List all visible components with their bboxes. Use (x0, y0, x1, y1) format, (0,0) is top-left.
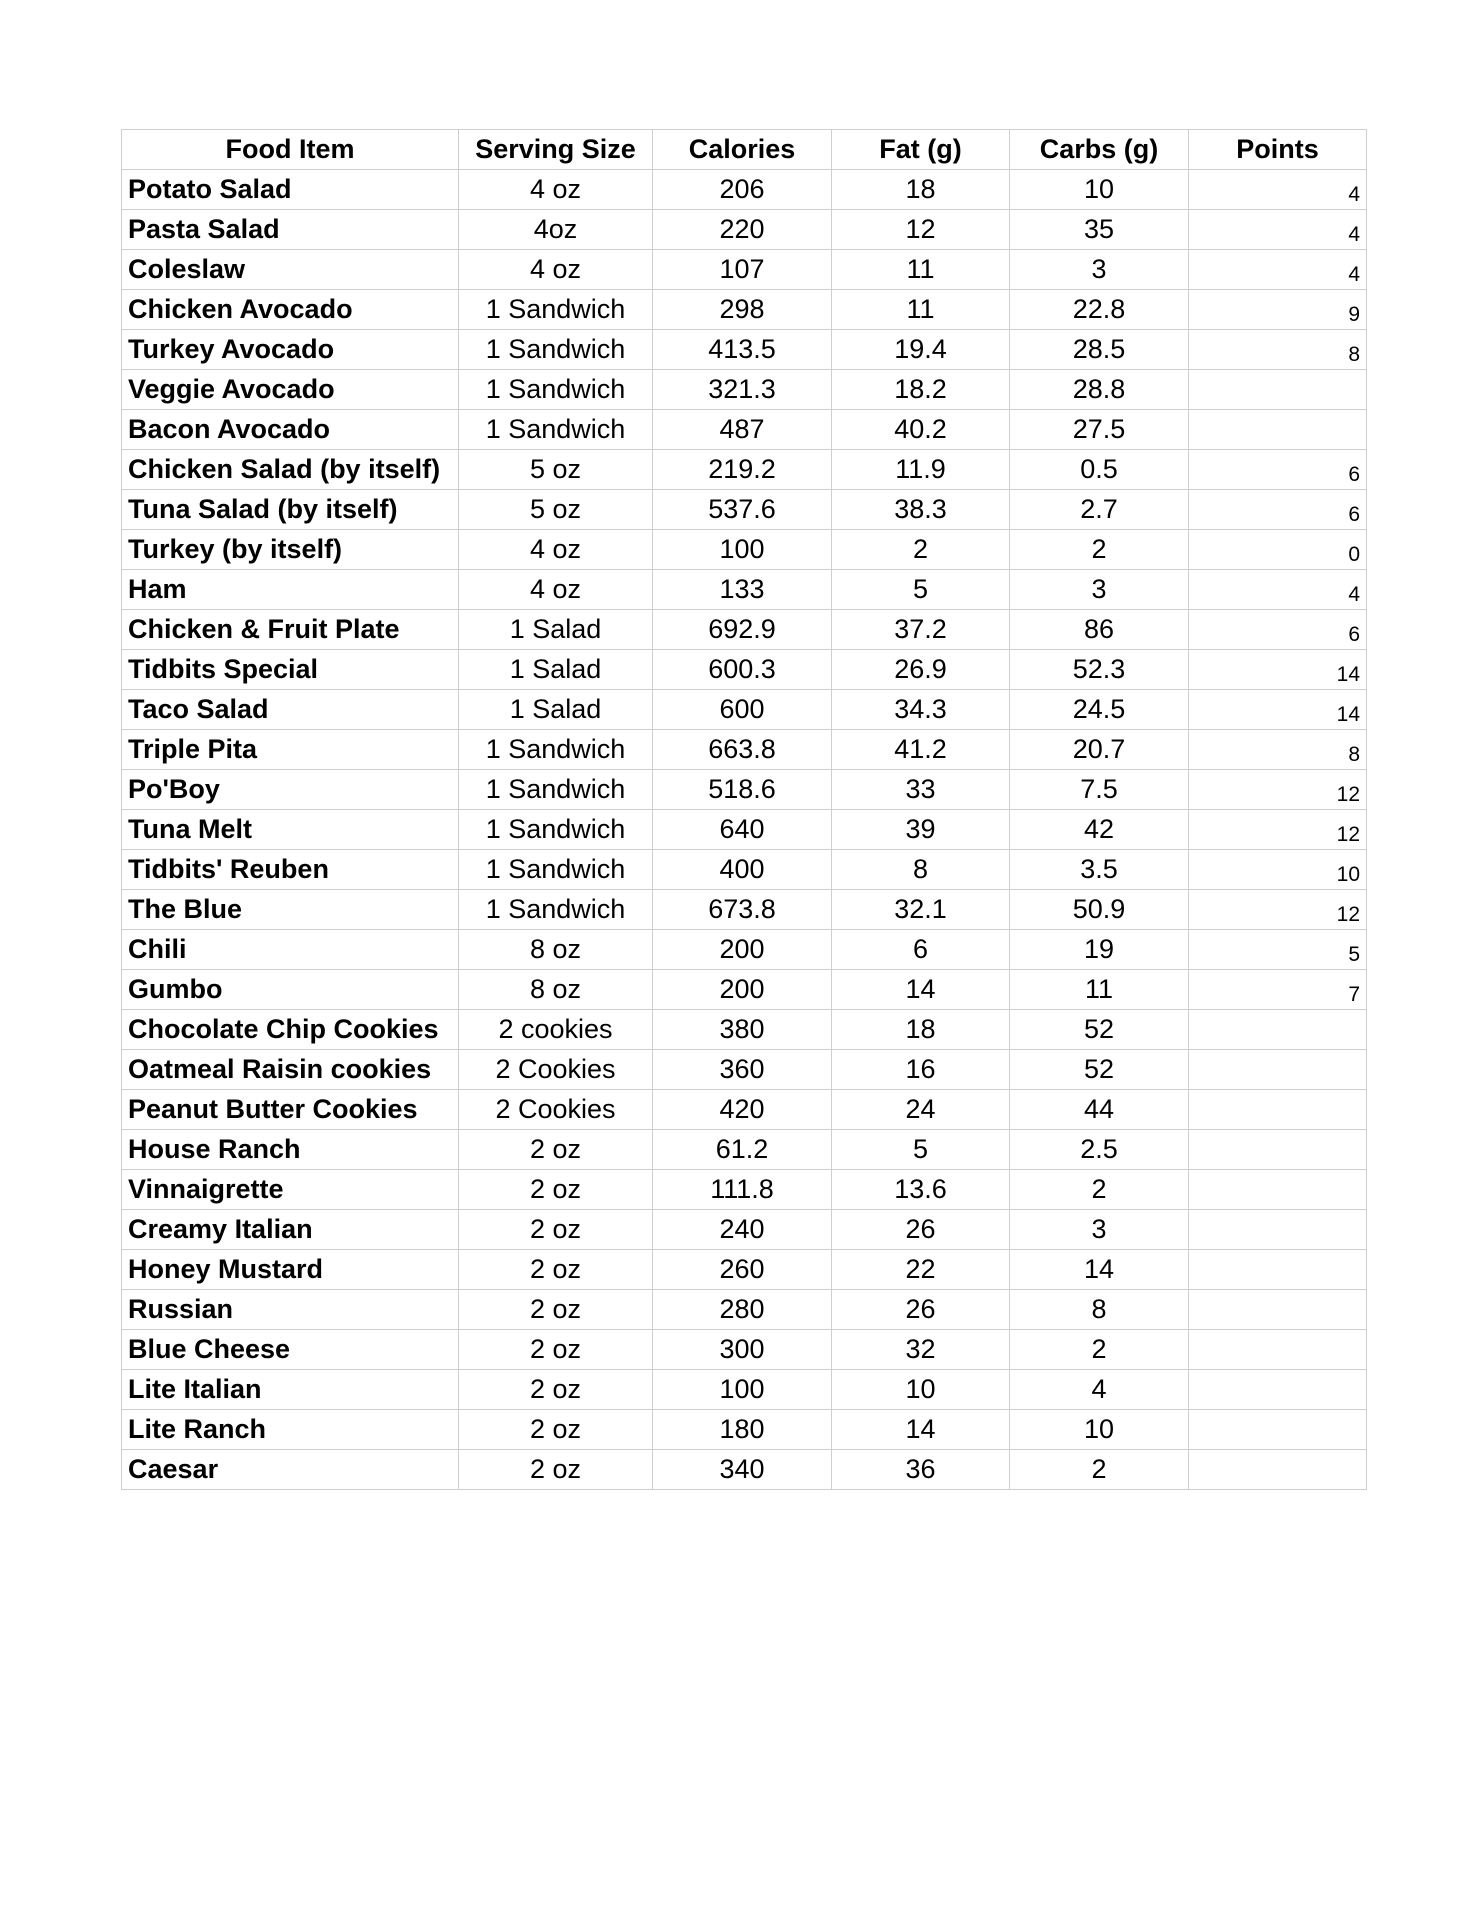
cell-serving-size: 1 Sandwich (459, 290, 653, 330)
table-row (122, 650, 1367, 690)
cell-food-item: Pasta Salad (122, 210, 459, 250)
cell-calories: 240 (653, 1210, 832, 1250)
header-fat: Fat (g) (832, 130, 1010, 170)
cell-food-item: Blue Cheese (122, 1330, 459, 1370)
cell-carbs: 2 (1010, 1330, 1189, 1370)
cell-fat: 26.9 (832, 650, 1010, 690)
cell-points (1189, 410, 1367, 450)
cell-fat: 10 (832, 1370, 1010, 1410)
table-row (122, 370, 1367, 410)
cell-food-item: Bacon Avocado (122, 410, 459, 450)
table-row (122, 770, 1367, 810)
cell-food-item: Turkey Avocado (122, 330, 459, 370)
cell-fat: 34.3 (832, 690, 1010, 730)
cell-calories: 321.3 (653, 370, 832, 410)
cell-food-item: Chili (122, 930, 459, 970)
cell-points: 0 (1189, 530, 1367, 570)
cell-fat: 32.1 (832, 890, 1010, 930)
header-serving-size: Serving Size (459, 130, 653, 170)
cell-carbs: 10 (1010, 170, 1189, 210)
cell-points: 14 (1189, 650, 1367, 690)
cell-food-item: Oatmeal Raisin cookies (122, 1050, 459, 1090)
cell-fat: 18.2 (832, 370, 1010, 410)
cell-fat: 13.6 (832, 1170, 1010, 1210)
cell-carbs: 50.9 (1010, 890, 1189, 930)
cell-calories: 420 (653, 1090, 832, 1130)
cell-serving-size: 2 cookies (459, 1010, 653, 1050)
cell-calories: 100 (653, 1370, 832, 1410)
cell-food-item: House Ranch (122, 1130, 459, 1170)
table-row (122, 1290, 1367, 1330)
cell-points (1189, 1290, 1367, 1330)
cell-fat: 24 (832, 1090, 1010, 1130)
cell-calories: 180 (653, 1410, 832, 1450)
cell-fat: 11.9 (832, 450, 1010, 490)
cell-serving-size: 2 oz (459, 1130, 653, 1170)
cell-serving-size: 4oz (459, 210, 653, 250)
cell-fat: 37.2 (832, 610, 1010, 650)
cell-serving-size: 8 oz (459, 970, 653, 1010)
header-carbs: Carbs (g) (1010, 130, 1189, 170)
cell-points: 8 (1189, 730, 1367, 770)
cell-fat: 11 (832, 290, 1010, 330)
cell-food-item: Peanut Butter Cookies (122, 1090, 459, 1130)
cell-calories: 300 (653, 1330, 832, 1370)
cell-carbs: 2 (1010, 530, 1189, 570)
cell-points: 10 (1189, 850, 1367, 890)
cell-food-item: The Blue (122, 890, 459, 930)
cell-calories: 298 (653, 290, 832, 330)
cell-points: 6 (1189, 610, 1367, 650)
cell-food-item: Coleslaw (122, 250, 459, 290)
cell-calories: 340 (653, 1450, 832, 1490)
cell-fat: 12 (832, 210, 1010, 250)
cell-food-item: Russian (122, 1290, 459, 1330)
cell-serving-size: 2 oz (459, 1370, 653, 1410)
cell-serving-size: 4 oz (459, 170, 653, 210)
cell-calories: 107 (653, 250, 832, 290)
cell-serving-size: 1 Sandwich (459, 330, 653, 370)
cell-serving-size: 1 Sandwich (459, 810, 653, 850)
cell-points (1189, 1130, 1367, 1170)
cell-calories: 100 (653, 530, 832, 570)
cell-serving-size: 1 Sandwich (459, 770, 653, 810)
table-row (122, 1370, 1367, 1410)
cell-serving-size: 1 Sandwich (459, 370, 653, 410)
cell-food-item: Turkey (by itself) (122, 530, 459, 570)
cell-calories: 206 (653, 170, 832, 210)
cell-fat: 16 (832, 1050, 1010, 1090)
cell-food-item: Tuna Melt (122, 810, 459, 850)
cell-serving-size: 2 oz (459, 1170, 653, 1210)
cell-calories: 133 (653, 570, 832, 610)
cell-food-item: Po'Boy (122, 770, 459, 810)
cell-calories: 537.6 (653, 490, 832, 530)
cell-points: 5 (1189, 930, 1367, 970)
cell-points: 12 (1189, 890, 1367, 930)
cell-points (1189, 1410, 1367, 1450)
cell-fat: 41.2 (832, 730, 1010, 770)
cell-points: 6 (1189, 450, 1367, 490)
cell-food-item: Lite Italian (122, 1370, 459, 1410)
cell-calories: 640 (653, 810, 832, 850)
cell-calories: 200 (653, 970, 832, 1010)
cell-fat: 14 (832, 970, 1010, 1010)
table-row (122, 1410, 1367, 1450)
cell-serving-size: 1 Sandwich (459, 410, 653, 450)
table-row (122, 170, 1367, 210)
cell-fat: 14 (832, 1410, 1010, 1450)
cell-carbs: 28.5 (1010, 330, 1189, 370)
cell-carbs: 20.7 (1010, 730, 1189, 770)
cell-calories: 663.8 (653, 730, 832, 770)
table-row (122, 1330, 1367, 1370)
cell-food-item: Chicken Avocado (122, 290, 459, 330)
cell-food-item: Gumbo (122, 970, 459, 1010)
cell-points: 4 (1189, 170, 1367, 210)
cell-fat: 22 (832, 1250, 1010, 1290)
cell-calories: 487 (653, 410, 832, 450)
cell-carbs: 3.5 (1010, 850, 1189, 890)
cell-serving-size: 2 oz (459, 1210, 653, 1250)
cell-carbs: 28.8 (1010, 370, 1189, 410)
cell-food-item: Tidbits' Reuben (122, 850, 459, 890)
cell-points: 8 (1189, 330, 1367, 370)
cell-food-item: Chocolate Chip Cookies (122, 1010, 459, 1050)
cell-food-item: Creamy Italian (122, 1210, 459, 1250)
table-row (122, 730, 1367, 770)
cell-food-item: Tidbits Special (122, 650, 459, 690)
cell-points (1189, 1010, 1367, 1050)
cell-fat: 26 (832, 1210, 1010, 1250)
cell-points (1189, 1330, 1367, 1370)
cell-calories: 673.8 (653, 890, 832, 930)
cell-fat: 8 (832, 850, 1010, 890)
cell-calories: 219.2 (653, 450, 832, 490)
cell-serving-size: 2 oz (459, 1290, 653, 1330)
table-row (122, 1250, 1367, 1290)
table-row (122, 330, 1367, 370)
nutrition-table (121, 129, 1367, 1490)
cell-serving-size: 2 oz (459, 1450, 653, 1490)
table-row (122, 930, 1367, 970)
table-row (122, 290, 1367, 330)
cell-serving-size: 8 oz (459, 930, 653, 970)
cell-points: 7 (1189, 970, 1367, 1010)
cell-calories: 111.8 (653, 1170, 832, 1210)
cell-carbs: 2.5 (1010, 1130, 1189, 1170)
cell-calories: 400 (653, 850, 832, 890)
cell-carbs: 14 (1010, 1250, 1189, 1290)
cell-carbs: 44 (1010, 1090, 1189, 1130)
cell-serving-size: 1 Sandwich (459, 730, 653, 770)
cell-serving-size: 2 Cookies (459, 1090, 653, 1130)
cell-serving-size: 2 oz (459, 1250, 653, 1290)
cell-fat: 40.2 (832, 410, 1010, 450)
cell-fat: 26 (832, 1290, 1010, 1330)
cell-carbs: 4 (1010, 1370, 1189, 1410)
cell-serving-size: 1 Sandwich (459, 850, 653, 890)
cell-fat: 2 (832, 530, 1010, 570)
cell-carbs: 22.8 (1010, 290, 1189, 330)
cell-food-item: Chicken Salad (by itself) (122, 450, 459, 490)
cell-carbs: 19 (1010, 930, 1189, 970)
cell-fat: 5 (832, 570, 1010, 610)
cell-carbs: 3 (1010, 570, 1189, 610)
table-header (122, 130, 1367, 170)
cell-fat: 5 (832, 1130, 1010, 1170)
cell-calories: 200 (653, 930, 832, 970)
cell-points: 14 (1189, 690, 1367, 730)
cell-food-item: Lite Ranch (122, 1410, 459, 1450)
table-row (122, 570, 1367, 610)
cell-fat: 38.3 (832, 490, 1010, 530)
cell-food-item: Honey Mustard (122, 1250, 459, 1290)
cell-serving-size: 1 Salad (459, 610, 653, 650)
cell-points: 4 (1189, 250, 1367, 290)
cell-carbs: 2 (1010, 1170, 1189, 1210)
cell-fat: 39 (832, 810, 1010, 850)
cell-points: 9 (1189, 290, 1367, 330)
cell-serving-size: 5 oz (459, 450, 653, 490)
header-row (122, 130, 1367, 170)
table-row (122, 810, 1367, 850)
table-row (122, 690, 1367, 730)
table-row (122, 1210, 1367, 1250)
cell-calories: 61.2 (653, 1130, 832, 1170)
cell-points (1189, 370, 1367, 410)
table-row (122, 970, 1367, 1010)
cell-calories: 692.9 (653, 610, 832, 650)
cell-food-item: Potato Salad (122, 170, 459, 210)
cell-carbs: 3 (1010, 1210, 1189, 1250)
table-row (122, 1130, 1367, 1170)
header-calories: Calories (653, 130, 832, 170)
table-row (122, 1050, 1367, 1090)
cell-calories: 518.6 (653, 770, 832, 810)
cell-fat: 36 (832, 1450, 1010, 1490)
cell-fat: 6 (832, 930, 1010, 970)
cell-calories: 220 (653, 210, 832, 250)
header-food-item: Food Item (122, 130, 459, 170)
cell-food-item: Triple Pita (122, 730, 459, 770)
cell-serving-size: 4 oz (459, 530, 653, 570)
cell-carbs: 27.5 (1010, 410, 1189, 450)
cell-serving-size: 2 oz (459, 1410, 653, 1450)
table-row (122, 210, 1367, 250)
table-body (122, 170, 1367, 1490)
cell-carbs: 2.7 (1010, 490, 1189, 530)
cell-serving-size: 1 Salad (459, 690, 653, 730)
cell-carbs: 7.5 (1010, 770, 1189, 810)
table-row (122, 850, 1367, 890)
cell-points: 4 (1189, 570, 1367, 610)
cell-serving-size: 2 oz (459, 1330, 653, 1370)
cell-food-item: Caesar (122, 1450, 459, 1490)
cell-points (1189, 1170, 1367, 1210)
cell-points: 12 (1189, 770, 1367, 810)
cell-points (1189, 1210, 1367, 1250)
header-points: Points (1189, 130, 1367, 170)
cell-carbs: 2 (1010, 1450, 1189, 1490)
cell-carbs: 35 (1010, 210, 1189, 250)
table-row (122, 1450, 1367, 1490)
cell-calories: 280 (653, 1290, 832, 1330)
table-row (122, 1090, 1367, 1130)
cell-fat: 18 (832, 1010, 1010, 1050)
table-row (122, 410, 1367, 450)
cell-points: 4 (1189, 210, 1367, 250)
cell-points: 6 (1189, 490, 1367, 530)
cell-carbs: 52 (1010, 1050, 1189, 1090)
nutrition-sheet (121, 129, 1367, 1490)
cell-fat: 18 (832, 170, 1010, 210)
cell-fat: 19.4 (832, 330, 1010, 370)
cell-points (1189, 1450, 1367, 1490)
cell-carbs: 52.3 (1010, 650, 1189, 690)
cell-carbs: 42 (1010, 810, 1189, 850)
cell-fat: 11 (832, 250, 1010, 290)
cell-calories: 600.3 (653, 650, 832, 690)
cell-food-item: Taco Salad (122, 690, 459, 730)
table-row (122, 490, 1367, 530)
cell-points: 12 (1189, 810, 1367, 850)
cell-carbs: 8 (1010, 1290, 1189, 1330)
cell-points (1189, 1050, 1367, 1090)
cell-food-item: Vinnaigrette (122, 1170, 459, 1210)
cell-points (1189, 1370, 1367, 1410)
cell-serving-size: 4 oz (459, 250, 653, 290)
cell-carbs: 3 (1010, 250, 1189, 290)
cell-serving-size: 2 Cookies (459, 1050, 653, 1090)
cell-calories: 600 (653, 690, 832, 730)
cell-calories: 413.5 (653, 330, 832, 370)
cell-food-item: Chicken & Fruit Plate (122, 610, 459, 650)
cell-points (1189, 1250, 1367, 1290)
cell-calories: 360 (653, 1050, 832, 1090)
cell-serving-size: 1 Salad (459, 650, 653, 690)
table-row (122, 610, 1367, 650)
cell-carbs: 86 (1010, 610, 1189, 650)
cell-carbs: 10 (1010, 1410, 1189, 1450)
table-row (122, 1170, 1367, 1210)
cell-carbs: 52 (1010, 1010, 1189, 1050)
cell-carbs: 11 (1010, 970, 1189, 1010)
cell-carbs: 24.5 (1010, 690, 1189, 730)
table-row (122, 1010, 1367, 1050)
cell-fat: 32 (832, 1330, 1010, 1370)
cell-calories: 260 (653, 1250, 832, 1290)
cell-points (1189, 1090, 1367, 1130)
table-row (122, 890, 1367, 930)
cell-food-item: Tuna Salad (by itself) (122, 490, 459, 530)
cell-calories: 380 (653, 1010, 832, 1050)
cell-carbs: 0.5 (1010, 450, 1189, 490)
cell-serving-size: 4 oz (459, 570, 653, 610)
cell-serving-size: 1 Sandwich (459, 890, 653, 930)
table-row (122, 530, 1367, 570)
table-row (122, 450, 1367, 490)
cell-fat: 33 (832, 770, 1010, 810)
cell-food-item: Veggie Avocado (122, 370, 459, 410)
cell-serving-size: 5 oz (459, 490, 653, 530)
table-row (122, 250, 1367, 290)
cell-food-item: Ham (122, 570, 459, 610)
